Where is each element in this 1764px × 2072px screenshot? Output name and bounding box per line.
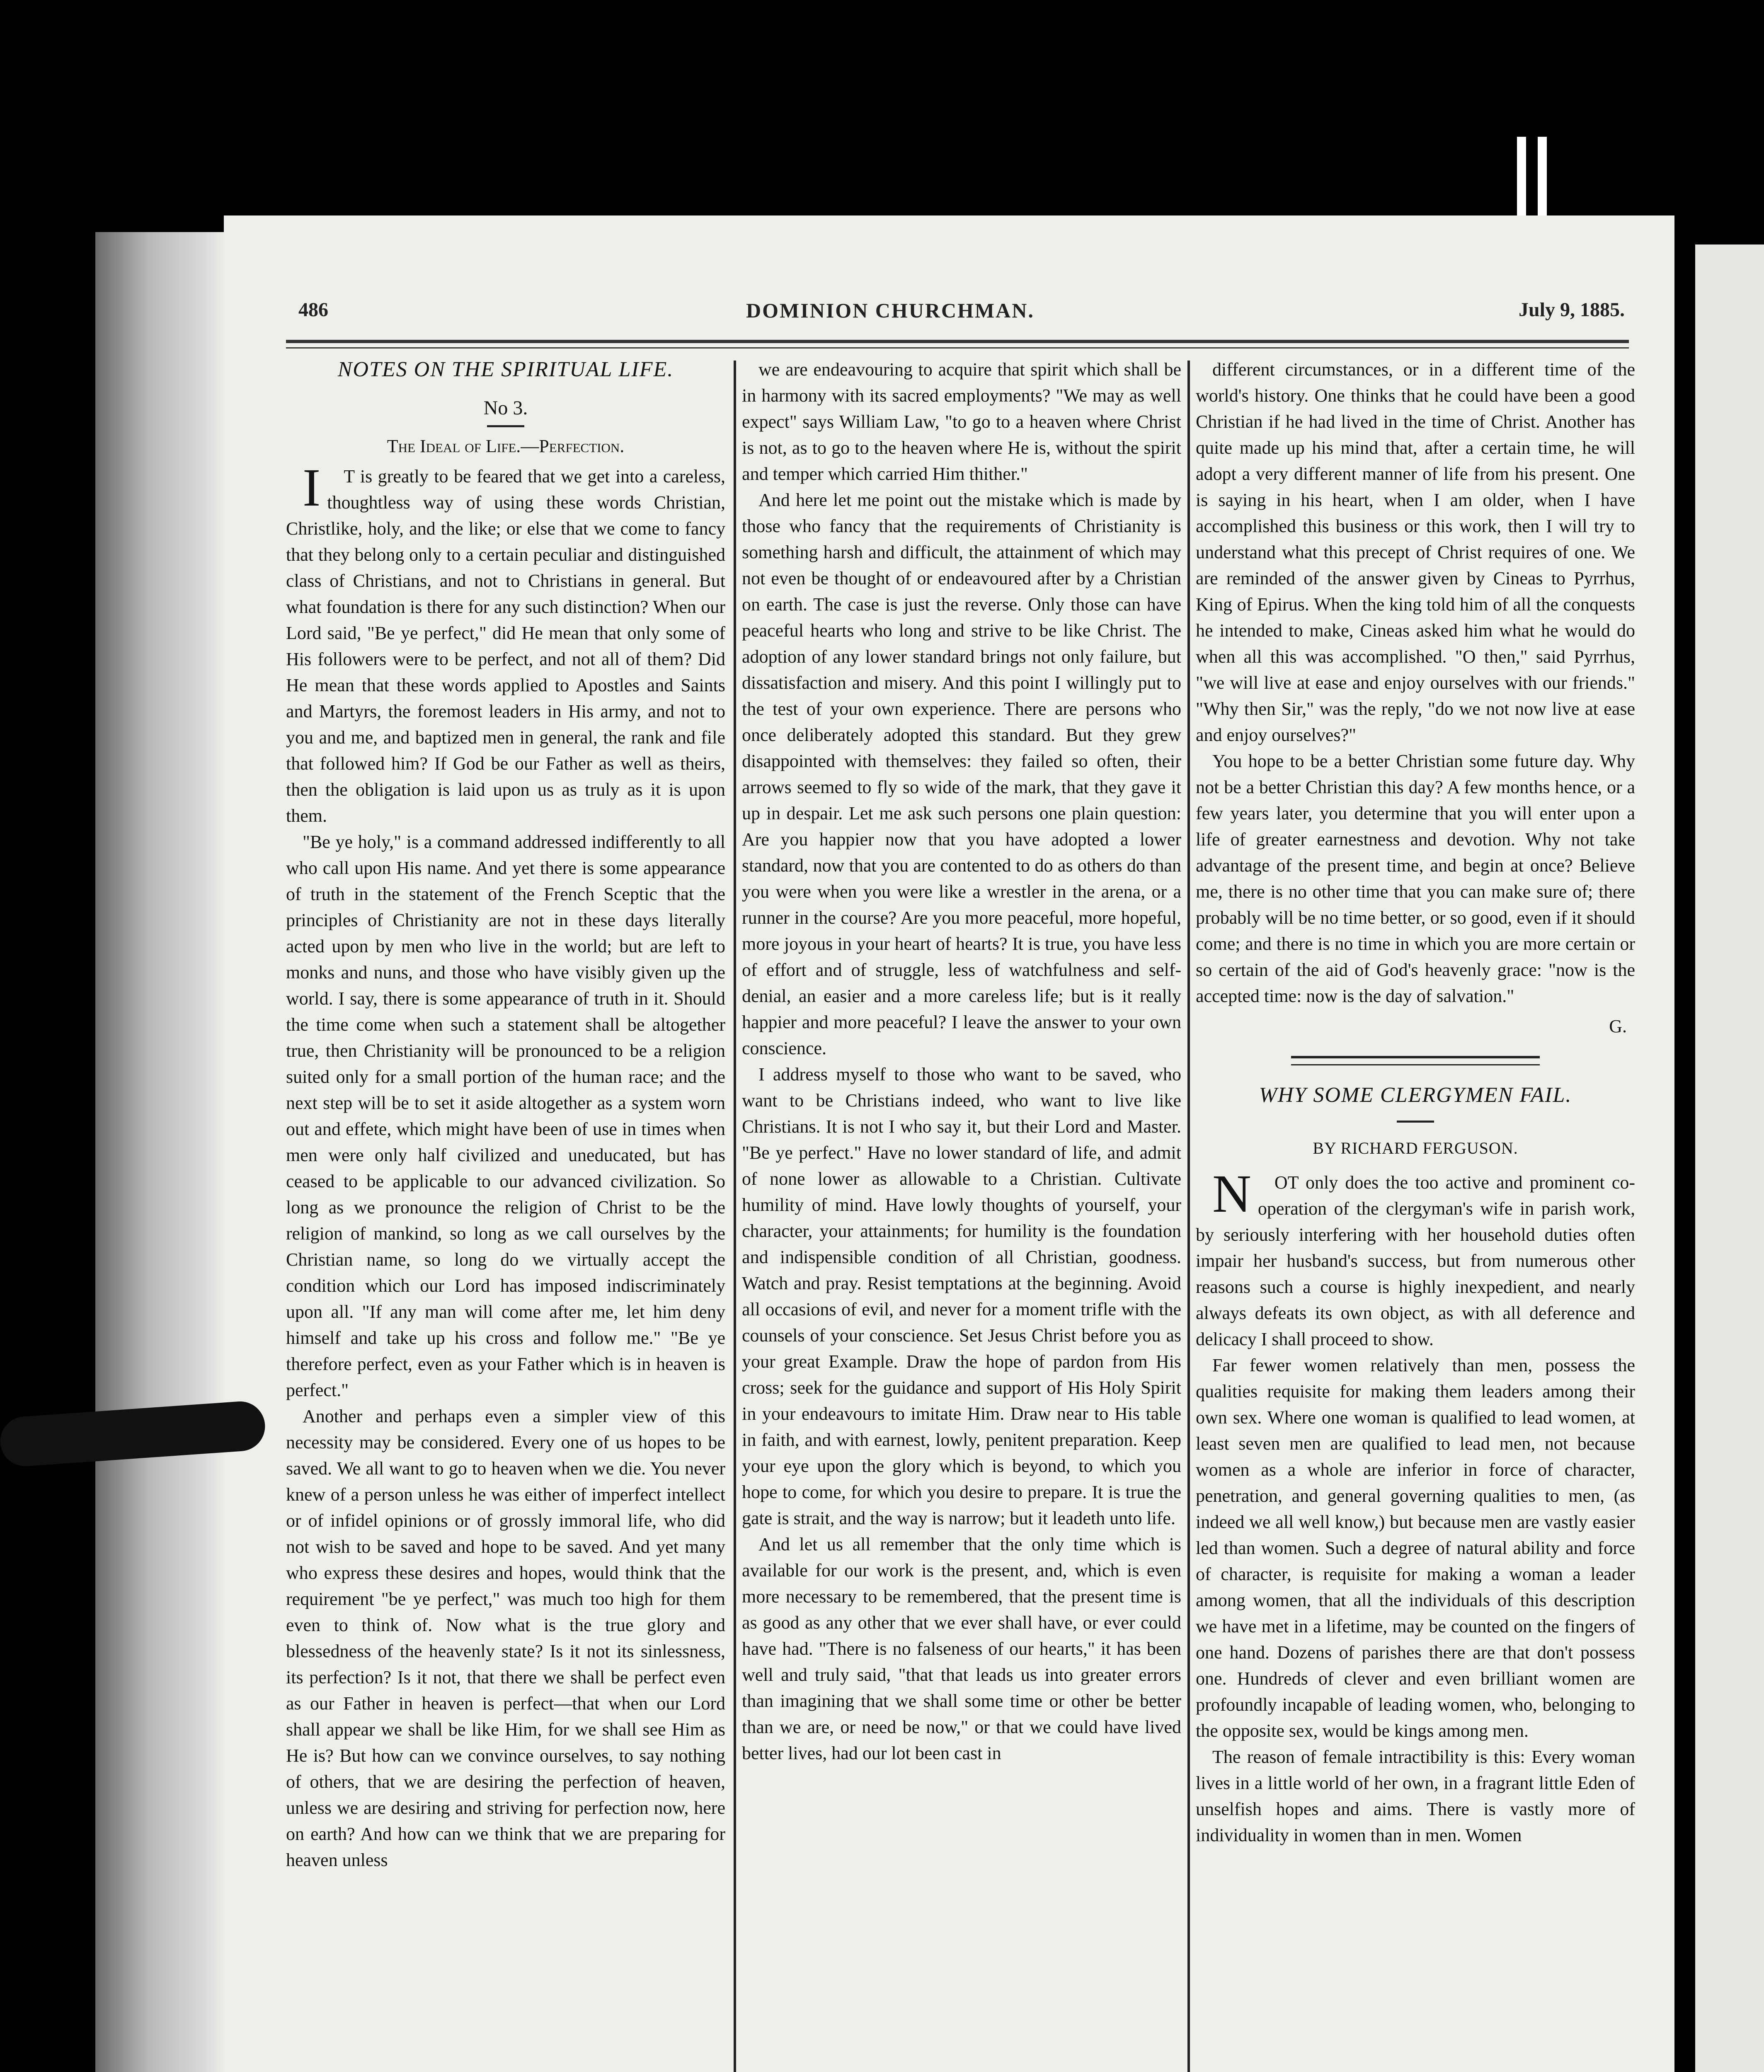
paragraph: You hope to be a better Christian some future day. Why not be a better Christian this day? A few months hence, or a few years later, you determine that you will enter upon a life of greater earnestness and devotion. Why not take advantage of the present time, and begin at once? Believe me, there is no other time that you can make sure of; there probably will be no time better, or so good, even if it should come; and there is no time in which you are more certain or so certain of the aid of God's heavenly grace: "now is the accepted time: now is the day of salvation." — [1196, 751, 1635, 1006]
short-rule — [487, 425, 524, 427]
paragraph — [1196, 1164, 1635, 1352]
drop-cap: I — [303, 458, 321, 518]
paragraph: we are endeavouring to acquire that spirit which shall be in harmony with its sacred employments? "We may as well expect" says William Law, "to go to a heaven where Christ is not, as to go to the heaven where He is, without the spirit and temper which carried Him thither." — [742, 359, 1181, 484]
page-number: 486 — [298, 299, 328, 321]
column-divider — [734, 361, 736, 2072]
paragraph: And here let me point out the mistake which is made by those who fancy that the requirements of Christianity is something harsh and difficult, the attainment of which may not even be thought of or endeavoured after by a Christian on earth. The case is just the reverse. Only those can have peaceful hearts who long and strive to be like Christ. The adoption of any lower standard brings not only failure, but dissatisfaction and misery. And this point I willingly put to the test of your own experience. There are persons who once deliberately adopted this standard. But they grew disappointed with themselves: they failed so often, their arrows seemed to fly so wide of the mark, that they gave it up in despair. Let me ask such persons one plain question: Are you happier now that you have adopted a lower standard, now that you are contented to do as others do than you were when you were like a wrestler in the arena, or a runner in the course? Are you more peaceful, more hopeful, more joyous in your heart of hearts? It is true, you have less of effort and of struggle, less of watchfulness and self-denial, an easier and a more careless life; but is it really happier and more peaceful? I leave the answer to your own conscience. — [742, 490, 1181, 1058]
paragraph-text: T is greatly to be feared that we get into a careless, thoughtless way of using these words Christian, Christlike, holy, and the like; or else that we come to fancy that they belong only to a certain peculiar and distinguished class of Christians, and not to Christians in general. But what foundation is there for any such distinction? When our Lord said, "Be ye perfect," did He mean that only some of His followers were to be perfect, and not all of them? Did He mean that these words applied to Apostles and Saints and Martyrs, the foremost leaders in His army, and not to you and me, and baptized men in general, the rank and file that followed him? If God be our Father as well as theirs, then the obligation is laid upon us as truly as it is upon them. — [286, 466, 725, 826]
article-number: No 3. — [483, 397, 528, 419]
column-2 — [742, 356, 1181, 1766]
column-1 — [286, 356, 725, 1873]
signature: G. — [1609, 1016, 1627, 1036]
paragraph: The reason of female intractibility is this: Every woman lives in a little world of her own, in a fragrant little Eden of unselfish hopes and aims. There is vastly more of individuality in women than in men. Women — [1196, 1747, 1635, 1845]
page-header — [298, 298, 1625, 332]
byline: BY RICHARD FERGUSON. — [1313, 1139, 1518, 1157]
header-rule-thin — [286, 347, 1629, 349]
newspaper-page — [224, 215, 1674, 2072]
drop-cap: N — [1212, 1164, 1251, 1224]
page-stack-edge — [95, 232, 228, 2072]
paragraph: Another and perhaps even a simpler view of this necessity may be considered. Every one of us hopes to be saved. We all want to go to heaven when we die. You never knew of a person unless he was either of imperfect intellect or of infidel opinions or of grossly immoral life, who did not wish to be saved and hope to be saved. And yet many who express these desires and hopes, would think that the requirement "be ye perfect," was much too high for them even to think of. Now what is the true glory and blessedness of the heavenly state? Is it not its sinlessness, its perfection? Is it not, that there we shall be perfect even as our Father in heaven is perfect—that when our Lord shall appear we shall be like Him, for we shall see Him as He is? But how can we convince ourselves, to say nothing of others, that we are desiring the perfection of heaven, unless we are desiring and striving for perfection now, here on earth? And how can we think that we are preparing for heaven unless — [286, 1406, 725, 1870]
paragraph: I address myself to those who want to be saved, who want to be Christians indeed, who want to live like Christians. It is not I who say it, but their Lord and Master. "Be ye perfect." Have no lower standard of life, and admit of none lower as allowable to a Christian. Cultivate humility of mind. Have lowly thoughts of yourself, your character, your attainments; for humility is the foundation and indispensible condition of all Christian, goodness. Watch and pray. Resist temptations at the beginning. Avoid all occasions of evil, and never for a moment trifle with the counsels of your conscience. Set Jesus Christ before you as your great Example. Draw the hope of pardon from His cross; seek for the guidance and support of His Holy Spirit in your endeavours to imitate Him. Draw near to His table in faith, and with earnest, lowly, penitent preparation. Keep your eye upon the glory which is beyond, to which you hope to come, for which you desire to prepare. It is true the gate is strait, and the way is narrow; but it leadeth unto life. — [742, 1064, 1181, 1528]
section-rule — [1291, 1056, 1540, 1065]
header-rule — [286, 340, 1629, 343]
paragraph: "Be ye holy," is a command addressed indifferently to all who call upon His name. And yet there is some appearance of truth in the statement of the French Sceptic that the principles of Christianity are not in these days literally acted upon by men who live in the world; but are left to monks and nuns, and those who have visibly given up the world. I say, there is some appearance of truth in it. Should the time come when such a statement shall be altogether true, then Christianity will be pronounced to be a religion suited only for a small portion of the human race; and the next step will be to set it aside altogether as a system worn out and effete, which might have been of use in times when men were only half civilized and uneducated, but has ceased to be applicable to our advanced civilization. So long as we pronounce the religion of Christ to be the religion of mankind, so long as we call ourselves by the Christian name, so long do we virtually accept the condition which our Lord has imposed indiscriminately upon all. "If any man will come after me, let him deny himself and take up his cross and follow me." "Be ye therefore perfect, even as your Father which is in heaven is perfect." — [286, 832, 725, 1400]
paragraph-text: OT only does the too active and prominent co-operation of the clergyman's wife in parish work, by seriously interfering with her household duties often impair her husband's success, but from numerous other reasons such a course is highly inexpedient, and nearly always defeats its own object, as with all deference and delicacy I shall proceed to show. — [1196, 1172, 1635, 1349]
issue-date: July 9, 1885. — [1518, 299, 1625, 321]
paragraph: different circumstances, or in a different time of the world's history. One thinks that he could have been a good Christian if he had lived in the time of Christ. Another has quite made up his mind that, after a certain time, he will adopt a very different manner of life from his present. One is saying in his heart, when I am older, when I have accomplished this business or this work, then I will try to understand what this precept of Christ requires of one. We are reminded of the answer given by Cineas to Pyrrhus, King of Epirus. When the king told him of all the conquests he intended to make, Cineas asked him what he would do when all this was accomplished. "O then," said Pyrrhus, "we will live at ease and enjoy ourselves with our friends." "Why then Sir," was the reply, "do we not now live at ease and enjoy ourselves?" — [1196, 359, 1635, 745]
column-3 — [1196, 356, 1635, 1848]
column-divider — [1187, 361, 1190, 2072]
article-title: NOTES ON THE SPIRITUAL LIFE. — [337, 358, 674, 381]
paragraph: Far fewer women relatively than men, possess the qualities requisite for making them leaders among their own sex. Where one woman is qualified to lead women, at least seven men are qualified to lead men, not because women as a whole are inferior in force of character, penetration, and general governing qualities to men, (as indeed we all well know,) but because men are vastly easier led than women. Such a degree of natural ability and force of character, is requisite for making a woman a leader among women, that all the individuals of this description we have met in a lifetime, may be counted on the fingers of one hand. Dozens of parishes there are that don't possess one. Hundreds of clever and even brilliant women are profoundly incapable of leading women, who, belonging to the opposite sex, would be kings among men. — [1196, 1355, 1635, 1741]
article-title: WHY SOME CLERGYMEN FAIL. — [1259, 1083, 1572, 1107]
running-title: DOMINION CHURCHMAN. — [746, 299, 1035, 322]
short-rule — [1397, 1121, 1434, 1123]
facing-page-edge — [1695, 244, 1764, 2072]
article-subtitle: The Ideal of Life.—Perfection. — [387, 436, 625, 456]
paragraph: And let us all remember that the only time which is available for our work is the present, and, which is even more necessary to be remembered, that the present time is as good as any other that we ever shall have, or ever could have had. "There is no falseness of our hearts," it has been well and truly said, "that that leads us into greater errors than imagining that we shall some time or other be better than we are, or need be now," or that we could have lived better lives, had our lot been cast in — [742, 1534, 1181, 1763]
paragraph — [286, 458, 725, 829]
